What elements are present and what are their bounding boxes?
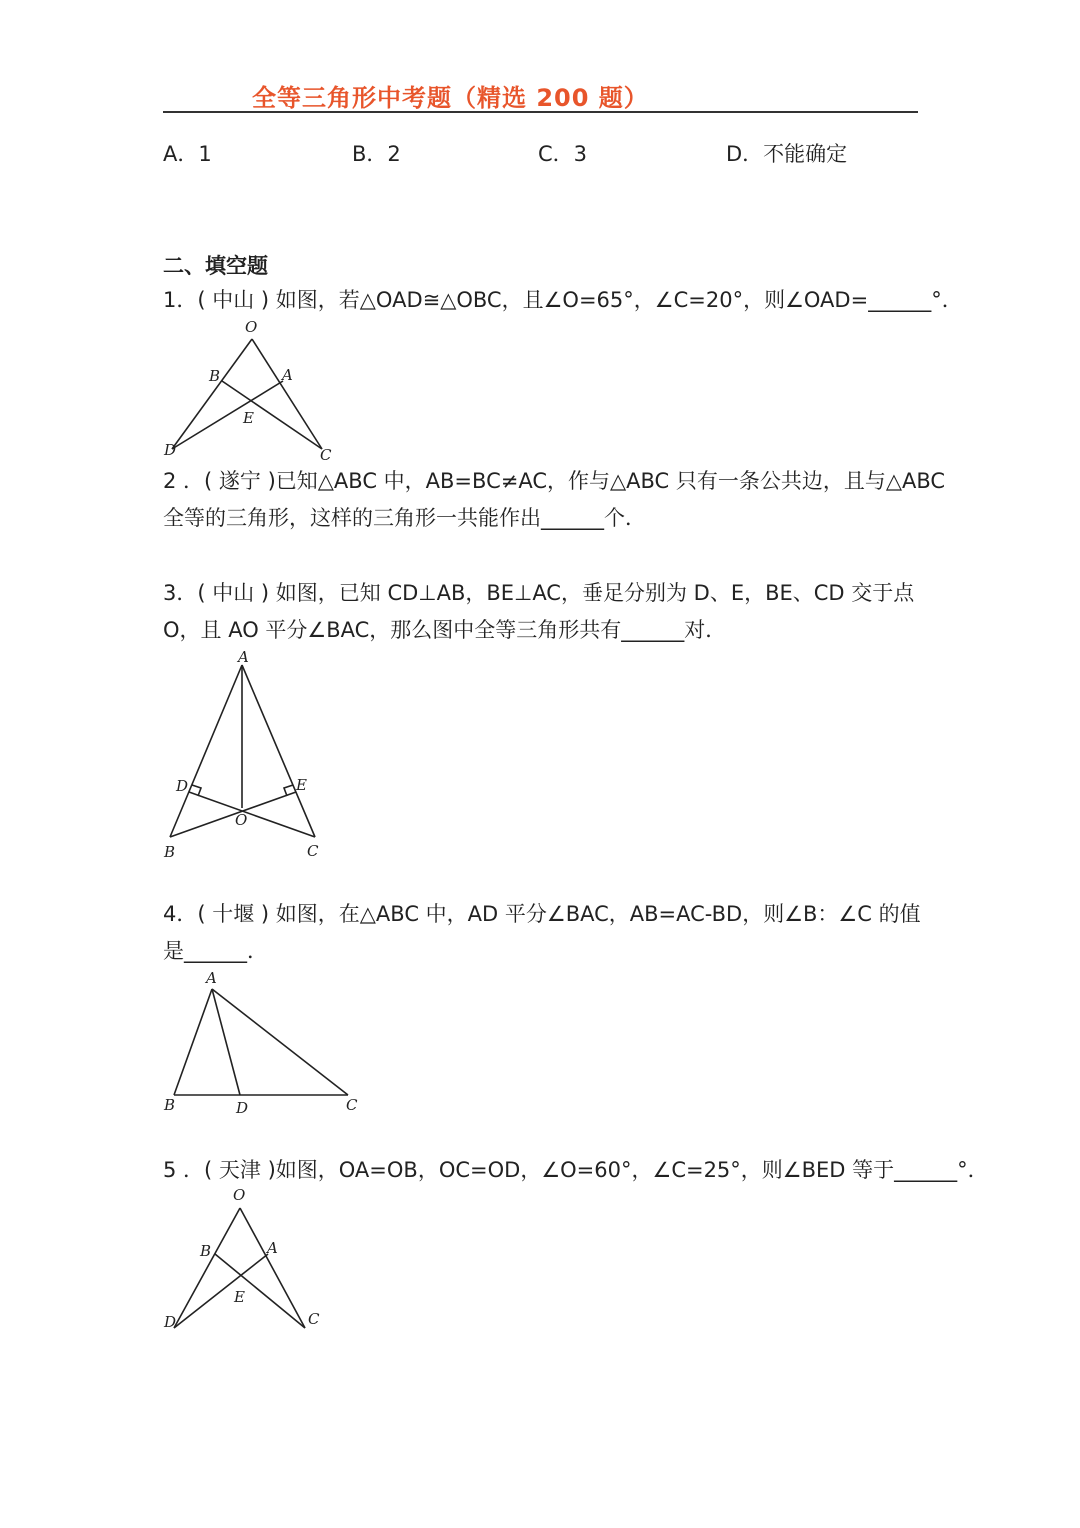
fig5-label-e: E — [234, 1288, 245, 1306]
option-b: B．2 — [352, 142, 401, 166]
fig5-edge-ad — [174, 1254, 268, 1328]
fig4-label-a: A — [206, 969, 217, 987]
fig4-label-d: D — [236, 1099, 249, 1117]
fig4-edge-ac — [212, 989, 348, 1095]
fig5-edge-od — [174, 1208, 240, 1328]
question-1-line-1: 1．( 中山 ) 如图，若△OAD≅△OBC，且∠O=65°，∠C=20°，则∠OAD=______°． — [163, 288, 963, 312]
fig1-label-d: D — [164, 441, 177, 459]
option-d: D．不能确定 — [726, 142, 848, 166]
fig5-label-o: O — [233, 1186, 246, 1204]
question-2 — [163, 463, 945, 537]
question-2-line-2: 全等的三角形，这样的三角形一共能作出______个． — [163, 506, 646, 530]
figure-5-diagram — [160, 1182, 340, 1332]
fig1-edge-bc — [222, 381, 322, 449]
fig1-edge-ad — [172, 381, 283, 449]
question-3-line-2: O，且 AO 平分∠BAC，那么图中全等三角形共有______对． — [163, 618, 727, 642]
question-3-line-1: 3．( 中山 ) 如图，已知 CD⊥AB，BE⊥AC，垂足分别为 D、E，BE、CD 交于点 — [163, 581, 915, 605]
question-1 — [163, 282, 963, 319]
fig3-label-a: A — [238, 648, 249, 666]
fig4-edge-ad — [212, 989, 240, 1095]
page-title: 全等三角形中考题（精选 200 题） — [252, 84, 649, 112]
fig3-edge-ab — [170, 665, 242, 837]
fig5-label-b: B — [200, 1242, 212, 1260]
fig4-label-b: B — [164, 1096, 176, 1114]
fig1-label-o: O — [245, 318, 258, 336]
fig1-label-a: A — [282, 366, 293, 384]
fig4-edge-ab — [174, 989, 212, 1095]
fig3-edge-cd — [189, 792, 315, 837]
fig3-label-c: C — [307, 842, 319, 860]
figure-4-diagram — [160, 965, 370, 1120]
question-3 — [163, 575, 914, 649]
section-heading: 二、填空题 — [163, 254, 268, 278]
option-a: A．1 — [163, 142, 212, 166]
fig3-label-b: B — [164, 843, 176, 861]
fig3-label-d: D — [176, 777, 189, 795]
question-4-line-1: 4．( 十堰 ) 如图，在△ABC 中，AD 平分∠BAC，AB=AC-BD，则∠B：∠C 的值 — [163, 902, 921, 926]
header-divider — [163, 111, 918, 113]
figure-3-diagram — [160, 645, 340, 865]
question-4-line-2: 是______． — [163, 939, 268, 963]
question-2-line-1: 2 ．( 遂宁 )已知△ABC 中，AB=BC≠AC，作与△ABC 只有一条公共边，且与△ABC — [163, 469, 946, 493]
fig5-edge-bc — [215, 1254, 305, 1328]
figure-1-diagram — [160, 315, 340, 465]
option-c: C．3 — [538, 142, 588, 166]
fig3-edge-be — [170, 792, 296, 837]
question-4 — [163, 896, 921, 970]
fig1-label-e: E — [243, 409, 254, 427]
fig3-label-o: O — [235, 811, 248, 829]
fig4-label-c: C — [346, 1096, 358, 1114]
fig3-edge-ac — [242, 665, 315, 837]
fig1-label-c: C — [320, 446, 332, 464]
fig5-label-d: D — [164, 1313, 177, 1331]
question-5-line-1: 5 ．( 天津 )如图，OA=OB，OC=OD，∠O=60°，∠C=25°，则∠BED 等于______°． — [163, 1158, 989, 1182]
fig3-label-e: E — [296, 776, 307, 794]
fig1-label-b: B — [209, 367, 221, 385]
fig5-label-a: A — [267, 1239, 278, 1257]
fig5-label-c: C — [308, 1310, 320, 1328]
